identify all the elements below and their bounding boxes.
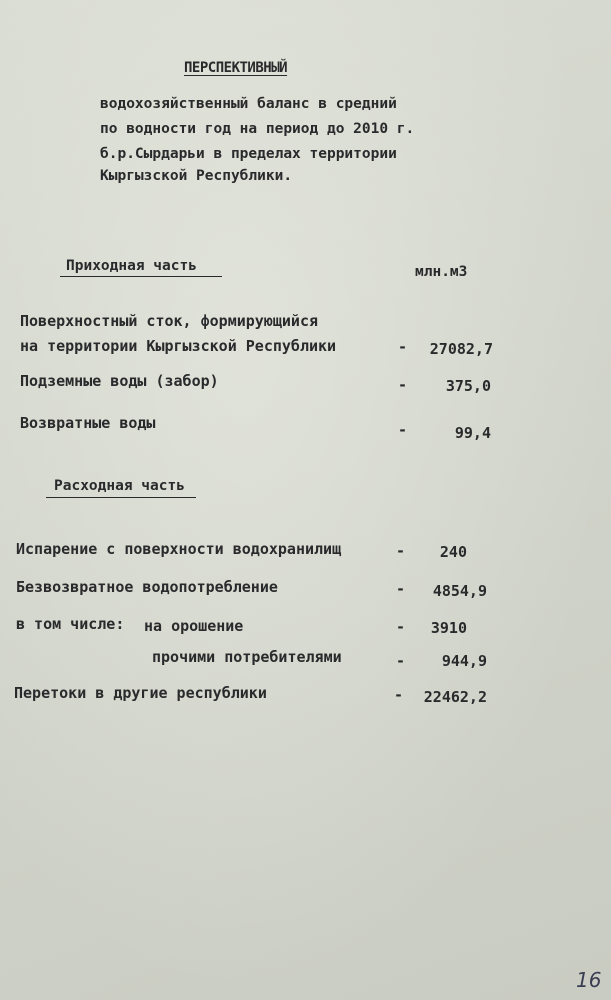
- groundwater-label: Подземные воды (забор): [20, 372, 219, 390]
- return-water-label: Возвратные воды: [20, 414, 156, 432]
- income-section-label: Приходная часть: [66, 258, 197, 274]
- transfers-label: Перетоки в другие республики: [14, 684, 267, 702]
- expense-underline: [46, 497, 196, 498]
- dash: -: [396, 580, 406, 598]
- title-line-3: б.р.Сырдарьи в пределах территории: [100, 146, 397, 162]
- income-underline: [60, 276, 222, 277]
- irrigation-label: на орошение: [144, 617, 244, 635]
- expense-section-label: Расходная часть: [54, 478, 185, 494]
- consumption-label: Безвозвратное водопотребление: [16, 578, 278, 596]
- transfers-value: 22462,2: [423, 688, 487, 706]
- dash: -: [396, 618, 406, 636]
- return-water-value: 99,4: [454, 424, 491, 442]
- groundwater-value: 375,0: [445, 377, 491, 395]
- surface-runoff-label-line1: Поверхностный сток, формирующийся: [20, 312, 319, 330]
- document-heading: ПЕРСПЕКТИВНЫЙ: [184, 60, 288, 76]
- other-consumers-value: 944,9: [441, 652, 487, 670]
- evaporation-label: Испарение с поверхности водохранилищ: [16, 540, 342, 558]
- surface-runoff-value: 27082,7: [429, 340, 493, 358]
- consumption-value: 4854,9: [432, 582, 487, 600]
- irrigation-value: 3910: [430, 619, 467, 637]
- evaporation-value: 240: [439, 543, 467, 561]
- page-number: 16: [576, 968, 602, 992]
- title-line-1: водохозяйственный баланс в средний: [100, 96, 397, 112]
- title-line-2: по водности год на период до 2010 г.: [100, 121, 415, 137]
- dash: -: [396, 542, 406, 560]
- dash: -: [396, 652, 406, 670]
- dash: -: [398, 338, 408, 356]
- other-consumers-label: прочими потребителями: [152, 648, 342, 666]
- including-prefix: в том числе:: [16, 615, 125, 633]
- title-line-4: Кыргызской Республики.: [100, 168, 293, 184]
- dash: -: [394, 686, 404, 704]
- dash: -: [398, 376, 408, 394]
- surface-runoff-label-line2: на территории Кыргызской Республики: [20, 337, 337, 355]
- dash: -: [398, 421, 408, 439]
- unit-label: млн.м3: [415, 264, 468, 280]
